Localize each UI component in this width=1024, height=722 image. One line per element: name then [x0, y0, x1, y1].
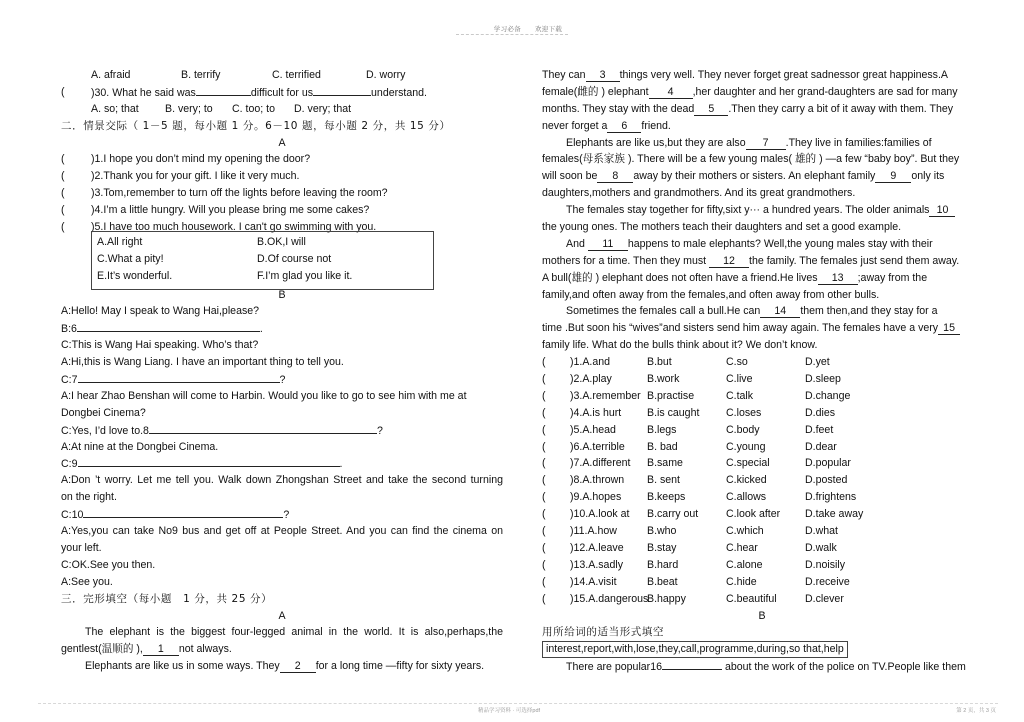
- choice-row: [542, 506, 982, 523]
- choice-option-c: C.kicked: [726, 474, 767, 487]
- header-left: 学习必备: [493, 25, 521, 33]
- choice-option-d: D.posted: [805, 474, 848, 487]
- passage-line: mothers for a time. Then they must 12 the family. The females just send them away.: [542, 254, 960, 267]
- q30-text: )30. What he said was: [91, 86, 196, 99]
- answer-blank[interactable]: 4: [649, 87, 693, 99]
- answer-paren[interactable]: (: [542, 423, 546, 436]
- choice-option-d: D.walk: [805, 541, 837, 554]
- choice-option-d: D.popular: [805, 457, 851, 470]
- answer-paren[interactable]: (: [542, 457, 546, 470]
- passage-line: females(母系家族 ). There will be a few young males( 雄的 ) —a few “baby boy”. But they: [542, 153, 960, 166]
- option-a: A. so; that: [91, 102, 139, 115]
- choice-option-b: B.who: [647, 525, 677, 538]
- dialog-line: C:7 ?: [61, 371, 503, 388]
- passage-line: Elephants are like us,but they are also 7 .They live in families:families of: [566, 136, 932, 149]
- choice-row: [542, 354, 982, 371]
- choice-option-c: C.which: [726, 525, 764, 538]
- choice-option-d: D.change: [805, 389, 851, 402]
- answer-paren: (: [61, 85, 65, 98]
- passage-line: will soon be 8 away by their mothers or sisters. An elephant family 9 only its: [542, 170, 945, 183]
- part-a-label: A: [278, 136, 286, 149]
- choice-option-c: C.hide: [726, 575, 757, 588]
- answer-blank[interactable]: 9: [875, 171, 911, 183]
- dialog-item: ( )5.I have too much housework. I can't go swimming with you.: [61, 221, 377, 234]
- choice-option-d: D.what: [805, 525, 838, 538]
- passage-line: gentlest(温顺的 ), 1 not always.: [61, 643, 232, 656]
- answer-blank[interactable]: 13: [818, 273, 858, 285]
- answer-paren[interactable]: (: [542, 356, 546, 369]
- passage-line: the young ones. The mothers teach their daughters and set a good example.: [542, 221, 902, 234]
- choice-option-c: C.special: [726, 457, 770, 470]
- choice-row: [542, 591, 982, 608]
- answer-paren[interactable]: (: [542, 440, 546, 453]
- word-list-row: [542, 641, 982, 658]
- passage-line: never forget a 6 friend.: [542, 119, 671, 132]
- part-a-label: A: [278, 609, 286, 622]
- choice-option-b: B.carry out: [647, 508, 699, 521]
- choice-option-b: B.but: [647, 356, 672, 369]
- dialog-line: A:At nine at the Dongbei Cinema.: [61, 440, 219, 453]
- dialog-item: ( )1.I hope you don’t mind my opening the door?: [61, 153, 311, 166]
- answer-blank[interactable]: 1: [143, 644, 179, 656]
- choice-row: [542, 422, 982, 439]
- dialog-line: A:Hello! May I speak to Wang Hai,please?: [61, 305, 260, 318]
- choice-option-b: B.hard: [647, 558, 679, 571]
- section-b-title: 用所给词的适当形式填空: [542, 626, 665, 639]
- choice-option-a: )12.A.leave: [570, 541, 624, 554]
- option-d: D. very; that: [294, 102, 352, 115]
- choice-row: [542, 388, 982, 405]
- answer-blank[interactable]: [83, 506, 283, 518]
- choice-option-c: C.body: [726, 423, 760, 436]
- answer-paren[interactable]: (: [542, 541, 546, 554]
- choice-option-c: C.allows: [726, 491, 767, 504]
- choice-option-a: )10.A.look at: [570, 508, 630, 521]
- option-d: D. worry: [366, 69, 406, 81]
- choice-option-a: )9.A.hopes: [570, 491, 622, 504]
- passage-line: The elephant is the biggest four-legged animal in the world. It is also,perhaps,the: [85, 626, 503, 639]
- choice-option-b: B.happy: [647, 592, 686, 605]
- dialog-line: A:See you.: [61, 575, 113, 588]
- word-list-box: interest,report,with,lose,they,call,programme,during,so that,help: [542, 641, 848, 658]
- option-b: B. very; to: [165, 102, 213, 115]
- passage-line: daughters,mothers and grandmothers. And its great grandmothers.: [542, 187, 856, 200]
- choice-option-b: B. bad: [647, 440, 678, 453]
- choice-option-a: )11.A.how: [570, 525, 617, 538]
- dialog-line: C:Yes, I’d love to.8 ?: [61, 422, 503, 439]
- part-b-label: B: [758, 609, 766, 622]
- choice-option-a: )1.A.and: [570, 356, 611, 369]
- passage-line: months. They stay with the dead 5 .Then they carry a bit of it away with them. They: [542, 102, 954, 115]
- footer-text: 精品学习资料 · 可选择pdf: [478, 708, 541, 714]
- answer-blank[interactable]: 14: [760, 306, 800, 318]
- answer-blank[interactable]: 2: [280, 661, 316, 673]
- choice-row: [542, 557, 982, 574]
- choice-list: [542, 354, 982, 607]
- choice-option-c: C.live: [726, 373, 753, 386]
- dialog-line: A:Hi,this is Wang Liang. I have an important thing to tell you.: [61, 356, 344, 369]
- choice-option-b: B.stay: [647, 541, 677, 554]
- choice-option-c: C.young: [726, 440, 766, 453]
- choice-option-a: )8.A.thrown: [570, 474, 625, 487]
- choice-option-c: C.alone: [726, 558, 763, 571]
- left-column: [61, 67, 503, 675]
- choice-option-b: B.work: [647, 373, 680, 386]
- q30-stem: [61, 84, 503, 101]
- choice-option-c: C.look after: [726, 508, 781, 521]
- answer-blank[interactable]: [313, 84, 371, 96]
- answer-blank[interactable]: 12: [709, 256, 749, 268]
- passage-line: female(雌的 ) elephant 4 ,her daughter and her grand-daughters are sad for many: [542, 85, 958, 98]
- passage-line: Sometimes the females call a bull.He can 14 them then,and they stay for a: [566, 305, 938, 318]
- answer-blank[interactable]: 11: [588, 239, 628, 251]
- page-number: 第 2 页，共 3 页: [956, 708, 996, 714]
- answer-options-box: [91, 231, 434, 290]
- option-a: A.All right: [97, 236, 143, 248]
- option-f: F.I’m glad you like it.: [257, 270, 353, 282]
- choice-option-d: D.sleep: [805, 373, 841, 386]
- answer-paren[interactable]: (: [542, 491, 546, 504]
- passage-line: family life. What do the bulls think about it? We don’t know.: [542, 339, 818, 352]
- choice-row: [542, 489, 982, 506]
- choice-option-a: )13.A.sadly: [570, 558, 623, 571]
- choice-option-a: )15.A.dangerous: [570, 592, 649, 605]
- passage-line: A bull(雄的 ) elephant does not often have a friend.He lives 13 ;away from the: [542, 271, 928, 284]
- answer-paren[interactable]: (: [542, 406, 546, 419]
- answer-blank[interactable]: 15: [938, 323, 960, 335]
- answer-paren[interactable]: (: [542, 508, 546, 521]
- choice-option-d: D.dies: [805, 406, 836, 419]
- dialog-line: A:Don ’t worry. Let me tell you. Walk down Zhongshan Street and take the second turning: [61, 474, 503, 487]
- answer-blank[interactable]: 10: [929, 205, 955, 217]
- page-header: [484, 24, 572, 33]
- option-c: C. too; to: [232, 102, 275, 115]
- answer-blank[interactable]: [78, 455, 340, 467]
- answer-blank[interactable]: 3: [586, 70, 620, 82]
- option-c: C.What a pity!: [97, 253, 164, 265]
- choice-row: [542, 472, 982, 489]
- choice-option-b: B.legs: [647, 423, 677, 436]
- choice-option-d: D.dear: [805, 440, 837, 453]
- dialog-item: ( )4.I’m a little hungry. Will you please bring me some cakes?: [61, 204, 370, 217]
- option-c: C. terrified: [272, 69, 321, 81]
- choice-option-b: B.same: [647, 457, 683, 470]
- dialog-item: ( )3.Tom,remember to turn off the lights before leaving the room?: [61, 187, 388, 200]
- choice-option-b: B.is caught: [647, 406, 700, 419]
- passage-line: The females stay together for fifty,sixt y··· a hundred years. The older animals 10: [542, 202, 982, 219]
- passage-line: There are popular16 about the work of the police on TV.People like them: [542, 658, 982, 675]
- dialog-item: ( )2.Thank you for your gift. I like it very much.: [61, 170, 300, 183]
- choice-option-a: )6.A.terrible: [570, 440, 625, 453]
- choice-option-a: )14.A.visit: [570, 575, 617, 588]
- choice-option-a: )5.A.head: [570, 423, 616, 436]
- choice-row: [542, 574, 982, 591]
- passage-line: And 11 happens to male elephants? Well,the young males stay with their: [566, 237, 933, 250]
- answer-paren[interactable]: (: [542, 558, 546, 571]
- dialog-line: A:I hear Zhao Benshan will come to Harbin. Would you like to go to see him with me at: [61, 389, 467, 402]
- dialog-line: B:6 .: [61, 320, 503, 337]
- passage-line: time .But soon his “wives”and sisters send him away again. The females have a very 15: [542, 320, 982, 337]
- option-b: B.OK,I will: [257, 236, 306, 248]
- dialog-line: C:This is Wang Hai speaking. Who’s that?: [61, 339, 259, 352]
- choice-option-a: )3.A.remember: [570, 389, 641, 402]
- footer-divider: [38, 703, 998, 704]
- answer-paren[interactable]: (: [542, 575, 546, 588]
- choice-option-d: D.receive: [805, 575, 850, 588]
- choice-option-a: )7.A.different: [570, 457, 631, 470]
- choice-option-d: D.noisily: [805, 558, 846, 571]
- choice-row: [542, 439, 982, 456]
- answer-paren[interactable]: (: [542, 474, 546, 487]
- choice-option-c: C.beautiful: [726, 592, 777, 605]
- choice-option-a: )2.A.play: [570, 373, 612, 386]
- answer-blank[interactable]: [149, 422, 377, 434]
- answer-blank[interactable]: [77, 320, 260, 332]
- choice-row: [542, 371, 982, 388]
- passage-line: family,and often away from the females,and often away from other bulls.: [542, 288, 880, 301]
- choice-option-a: )4.A.is hurt: [570, 406, 622, 419]
- choice-option-c: C.hear: [726, 541, 758, 554]
- option-e: E.It’s wonderful.: [97, 270, 173, 282]
- answer-blank[interactable]: [196, 84, 251, 96]
- dialog-line: Dongbei Cinema?: [61, 406, 146, 419]
- passage-line: They can 3 things very well. They never forget great sadnessor great happiness.A: [542, 69, 948, 81]
- choice-row: [542, 405, 982, 422]
- choice-option-b: B.practise: [647, 389, 695, 402]
- choice-option-d: D.yet: [805, 356, 830, 369]
- answer-blank[interactable]: [662, 658, 722, 670]
- answer-paren[interactable]: (: [542, 525, 546, 538]
- answer-paren[interactable]: (: [542, 373, 546, 386]
- passage-line: Elephants are like us in some ways. They 2 for a long time —fifty for sixty years.: [85, 660, 485, 673]
- choice-option-c: C.so: [726, 356, 748, 369]
- choice-row: [542, 455, 982, 472]
- dialog-line: your left.: [61, 541, 102, 554]
- option-d: D.Of course not: [257, 253, 332, 265]
- dialog-line: C:9 .: [61, 455, 503, 472]
- choice-row: [542, 523, 982, 540]
- q30-mid: difficult for us: [250, 86, 314, 99]
- part-b-label: B: [278, 288, 286, 301]
- dialog-line: C:10 ?: [61, 506, 503, 523]
- choice-option-d: D.feet: [805, 423, 834, 436]
- answer-paren[interactable]: (: [542, 389, 546, 402]
- answer-paren[interactable]: (: [542, 592, 546, 605]
- choice-option-b: B.keeps: [647, 491, 686, 504]
- q29-options: [61, 67, 503, 84]
- option-b: B. terrify: [181, 69, 221, 81]
- choice-option-d: D.clever: [805, 592, 844, 605]
- section-3-title: 三．完形填空（每小题 1 分，共 25 分）: [61, 592, 273, 605]
- dialog-line: C:OK.See you then.: [61, 558, 156, 571]
- answer-blank[interactable]: 7: [746, 138, 786, 150]
- answer-blank[interactable]: [78, 371, 280, 383]
- answer-blank[interactable]: 8: [597, 171, 633, 183]
- answer-blank[interactable]: 6: [607, 121, 641, 133]
- choice-option-d: D.take away: [805, 508, 864, 521]
- choice-row: [542, 540, 982, 557]
- q30-options: [61, 101, 503, 118]
- choice-option-b: B.beat: [647, 575, 678, 588]
- choice-option-c: C.loses: [726, 406, 762, 419]
- choice-option-d: D.frightens: [805, 491, 857, 504]
- right-column: [542, 67, 982, 675]
- choice-option-b: B. sent: [647, 474, 680, 487]
- answer-blank[interactable]: 5: [694, 104, 728, 116]
- choice-option-c: C.talk: [726, 389, 754, 402]
- dialog-line: A:Yes,you can take No9 bus and get off at People Street. And you can find the cinema on: [61, 525, 503, 538]
- header-right: 欢迎下载: [535, 25, 563, 33]
- option-a: A. afraid: [91, 69, 131, 81]
- q30-end: understand.: [371, 86, 427, 99]
- section-2-title: 二．情景交际（ 1－5 题，每小题 1 分。6－10 题，每小题 2 分，共 15 分）: [61, 119, 451, 132]
- header-divider: [456, 34, 568, 35]
- dialog-line: on the right.: [61, 491, 117, 504]
